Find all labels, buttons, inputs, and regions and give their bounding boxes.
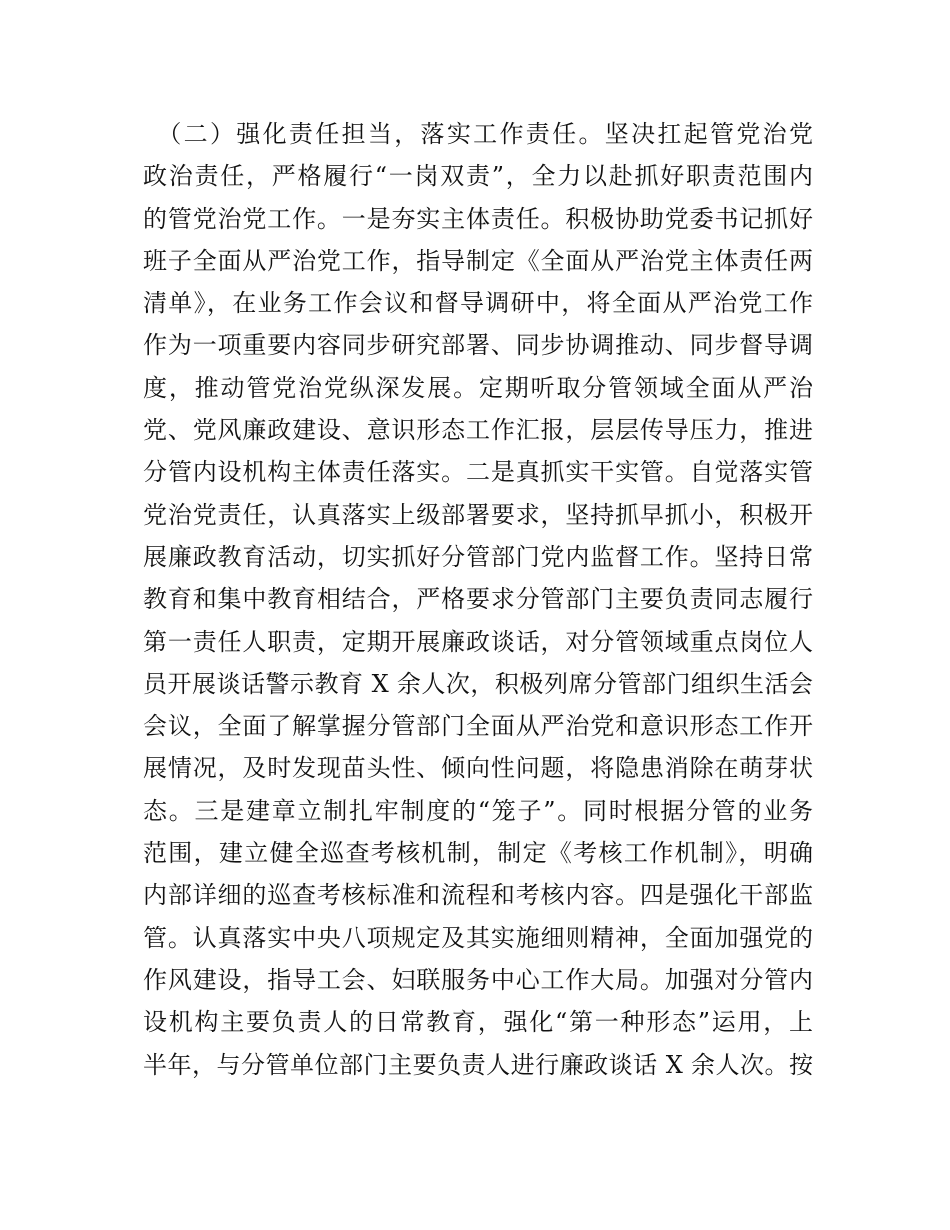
- text-line-8: 党、党风廉政建设、意识形态工作汇报，层层传导压力，推进: [143, 416, 813, 445]
- text-line-22: 设机构主要负责人的日常教育，强化“第一种形态”运用，上: [143, 1008, 813, 1037]
- text-line-12: 教育和集中教育相结合，严格要求分管部门主要负责同志履行: [143, 585, 813, 614]
- text-line-20: 管。认真落实中央八项规定及其实施细则精神，全面加强党的: [143, 923, 813, 952]
- text-line-11: 展廉政教育活动，切实抓好分管部门党内监督工作。坚持日常: [143, 542, 813, 571]
- text-line-2: 政治责任，严格履行“一岗双责”，全力以赴抓好职责范围内: [143, 162, 813, 191]
- text-line-14: 员开展谈话警示教育 X 余人次，积极列席分管部门组织生活会: [143, 669, 813, 698]
- text-line-10: 党治党责任，认真落实上级部署要求，坚持抓早抓小，积极开: [143, 500, 813, 529]
- text-line-17: 态。三是建章立制扎牢制度的“笼子”。同时根据分管的业务: [143, 796, 813, 825]
- text-line-4: 班子全面从严治党工作，指导制定《全面从严治党主体责任两: [143, 246, 813, 275]
- text-line-13: 第一责任人职责，定期开展廉政谈话，对分管领域重点岗位人: [143, 627, 813, 656]
- text-line-9: 分管内设机构主体责任落实。二是真抓实干实管。自觉落实管: [143, 458, 813, 487]
- text-line-15: 会议，全面了解掌握分管部门全面从严治党和意识形态工作开: [143, 712, 813, 741]
- text-line-21: 作风建设，指导工会、妇联服务中心工作大局。加强对分管内: [143, 965, 813, 994]
- text-line-19: 内部详细的巡查考核标准和流程和考核内容。四是强化干部监: [143, 881, 813, 910]
- text-line-5: 清单》，在业务工作会议和督导调研中，将全面从严治党工作: [143, 289, 813, 318]
- text-line-1: （二）强化责任担当，落实工作责任。坚决扛起管党治党: [143, 120, 813, 148]
- text-line-7: 度，推动管党治党纵深发展。定期听取分管领域全面从严治: [143, 373, 813, 402]
- text-line-23: 半年，与分管单位部门主要负责人进行廉政谈话 X 余人次。按: [143, 1050, 813, 1079]
- text-line-6: 作为一项重要内容同步研究部署、同步协调推动、同步督导调: [143, 331, 813, 360]
- text-line-18: 范围，建立健全巡查考核机制，制定《考核工作机制》，明确: [143, 839, 813, 868]
- text-line-3: 的管党治党工作。一是夯实主体责任。积极协助党委书记抓好: [143, 204, 813, 233]
- text-line-16: 展情况，及时发现苗头性、倾向性问题，将隐患消除在萌芽状: [143, 754, 813, 783]
- body-paragraph: [143, 113, 813, 1086]
